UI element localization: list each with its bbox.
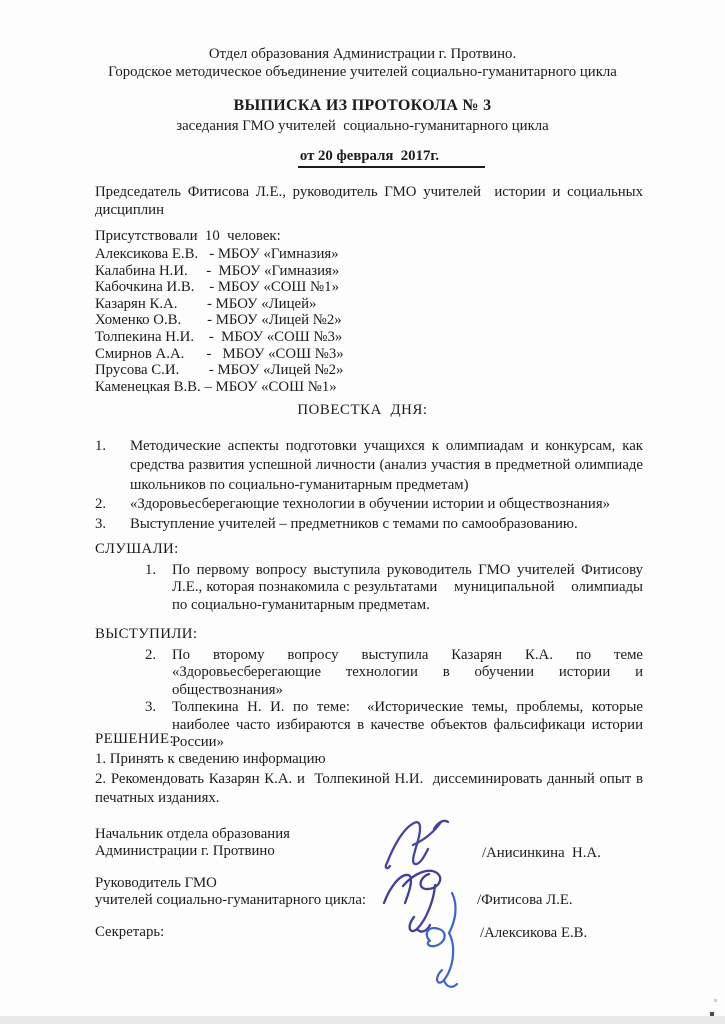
signatory-name: /Анисинкина Н.А.: [482, 845, 601, 861]
agenda-list: [95, 437, 647, 534]
decision-heading: РЕШЕНИЕ:: [95, 731, 174, 747]
org-line-1: Отдел образования Администрации г. Протвино.: [208, 46, 517, 62]
agenda-item-number: 3.: [95, 515, 107, 532]
signatory-name: /Алексикова Е.В.: [480, 925, 588, 941]
listened-heading: СЛУШАЛИ:: [95, 541, 179, 557]
signatory-role: [95, 924, 164, 941]
attendee-line: Калабина Н.И. - МБОУ «Гимназия»: [95, 262, 340, 279]
signatory-role-line: Секретарь:: [95, 924, 165, 940]
agenda-item-text: «Здоровьесберегающие технологии в обучении истории и обществознания»: [130, 496, 611, 513]
listened-list: [95, 561, 647, 615]
attendee-line: Кабочкина И.В. - МБОУ «СОШ №1»: [95, 279, 339, 296]
intro-section: [95, 184, 647, 395]
signatory-role-line: Руководитель ГМО: [95, 875, 217, 891]
document-subtitle: заседания ГМО учителей социально-гуманитарного цикла: [176, 118, 549, 134]
document-header: [0, 46, 725, 168]
agenda-item-number: 1.: [95, 438, 107, 454]
signatory-role-line: Начальник отдела образования: [95, 826, 290, 842]
agenda-item: [95, 437, 647, 495]
listened-item-number: 1.: [145, 561, 157, 578]
agenda-heading: ПОВЕСТКА ДНЯ:: [297, 402, 428, 418]
decision-item: 1. Принять к сведению информацию: [95, 750, 326, 767]
signature-block: [95, 822, 695, 1022]
scan-edge-strip: [0, 1016, 725, 1024]
chairman-line: Председатель Фитисова Л.Е., руководитель ГМО учителей истории и социальных дисциплин: [95, 184, 647, 218]
attendee-line: Толпекина Н.И. - МБОУ «СОШ №3»: [95, 328, 343, 345]
signatory-role: [95, 826, 290, 859]
agenda-item: [95, 515, 643, 534]
listened-item: [145, 561, 647, 615]
decision-item: 2. Рекомендовать Казарян К.А. и Толпекиной Н.И. диссеминировать данный опыт в печатных изданиях.: [95, 770, 647, 806]
signatory-name: /Фитисова Л.Е.: [477, 892, 573, 908]
signature-aleksikova: [415, 888, 487, 1000]
signatory-role-line: Администрации г. Протвино: [95, 842, 275, 859]
spoke-item-text: Толпекина Н. И. по теме: «Исторические темы, проблемы, которые наиболее часто избираются в качестве объектов фальсификаци истории России»: [172, 699, 647, 750]
scan-speck: [714, 999, 717, 1002]
document-date-row: [0, 148, 725, 169]
attendee-line: Прусова С.И. - МБОУ «Лицей №2»: [95, 362, 344, 379]
scan-speck: [710, 1012, 714, 1016]
agenda-item-text: Методические аспекты подготовки учащихся к олимпиадам и конкурсам, как средства развития успешной личности (анализ участия в предметной олимпиаде школьников по социально-гуманитарным предметам): [130, 438, 647, 493]
document-date: от 20 февраля 2017г.: [298, 148, 485, 169]
document-title: ВЫПИСКА ИЗ ПРОТОКОЛА № 3: [233, 97, 492, 114]
signatory-role-line: учителей социально-гуманитарного цикла:: [95, 891, 366, 908]
attendee-line: Смирнов А.А. - МБОУ «СОШ №3»: [95, 345, 344, 362]
agenda-item-number: 2.: [95, 496, 107, 513]
listened-item-text: По первому вопросу выступила руководитель ГМО учителей Фитисову Л.Е., которая познакомила с результатами муниципальной олимпиады по социально-гуманитарным предметам.: [172, 561, 647, 613]
attendee-line: Хоменко О.В. - МБОУ «Лицей №2»: [95, 312, 342, 329]
spoke-item-text: По второму вопросу выступила Казарян К.А. по теме «Здоровьесберегающие технологии в обучении истории и обществознания»: [172, 646, 647, 698]
listened-section: [95, 541, 647, 614]
attendee-list: [95, 246, 643, 395]
agenda-item: [95, 495, 643, 514]
decision-section: [95, 731, 647, 808]
attendee-line: Казарян К.А. - МБОУ «Лицей»: [95, 295, 317, 312]
attendee-line: Алексикова Е.В. - МБОУ «Гимназия»: [95, 246, 339, 262]
signatory-role: [95, 875, 366, 908]
spoke-item-number: 2.: [145, 646, 157, 663]
agenda-item-text: Выступление учителей – предметников с темами по самообразованию.: [130, 515, 578, 532]
spoke-item-number: 3.: [145, 699, 157, 715]
present-count-line: Присутствовали 10 человек:: [95, 228, 281, 244]
spoke-item: [145, 646, 647, 700]
attendee-line: Каменецкая В.В. – МБОУ «СОШ №1»: [95, 378, 337, 395]
spoke-heading: ВЫСТУПИЛИ:: [95, 626, 198, 642]
org-line-2: Городское методическое объединение учителей социально-гуманитарного цикла: [108, 63, 617, 80]
